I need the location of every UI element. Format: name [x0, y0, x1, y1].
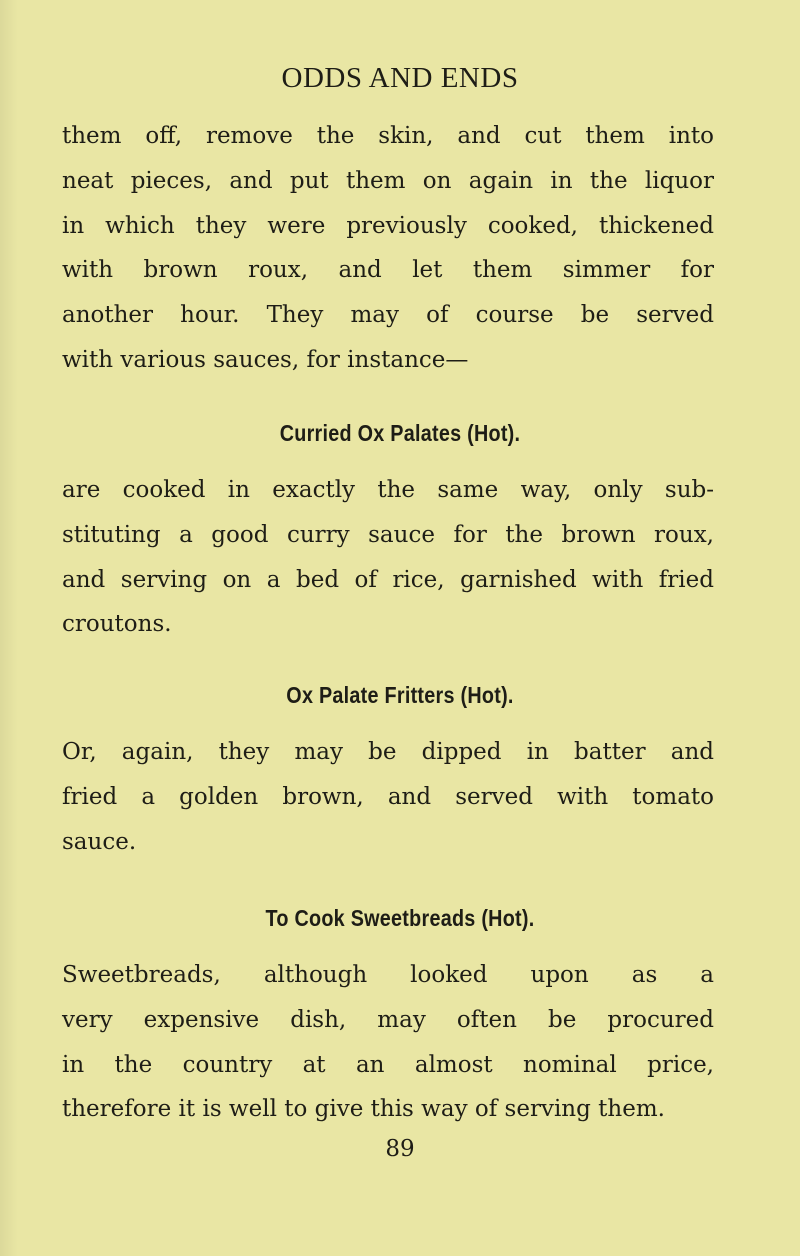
paragraph-ox-palates-continued — [62, 114, 714, 383]
text-line: Or, again, they may be dipped in batter and — [62, 739, 714, 765]
text-line: them off, remove the skin, and cut them into — [62, 123, 714, 149]
text-line: are cooked in exactly the same way, only sub- — [62, 477, 714, 503]
text-line: therefore it is well to give this way of serving them. — [62, 1096, 665, 1123]
text-line: neat pieces, and put them on again in the liquor — [62, 167, 714, 194]
text-line: in the country at an almost nominal price, — [62, 1051, 714, 1078]
paragraph-ox-palate-fritters — [62, 730, 714, 864]
paragraph-curried-ox-palates — [62, 468, 714, 647]
text-line: croutons. — [62, 611, 172, 638]
text-line: stituting a good curry sauce for the brown roux, — [62, 521, 714, 548]
heading-ox-palate-fritters: Ox Palate Fritters (Hot). — [286, 682, 514, 708]
running-head: ODDS AND ENDS — [281, 62, 519, 94]
text-line: with various sauces, for instance— — [62, 346, 469, 373]
heading-curried-ox-palates: Curried Ox Palates (Hot). — [279, 420, 521, 446]
heading-to-cook-sweetbreads: To Cook Sweetbreads (Hot). — [265, 905, 535, 931]
text-line: and serving on a bed of rice, garnished with fried — [62, 566, 714, 593]
text-line: with brown roux, and let them simmer for — [62, 257, 714, 284]
text-line: Sweetbreads, although looked upon as a — [62, 962, 714, 988]
page-number: 89 — [385, 1136, 415, 1162]
text-line: sauce. — [62, 828, 137, 855]
text-line: another hour. They may of course be served — [62, 302, 714, 329]
paragraph-sweetbreads — [62, 953, 714, 1132]
text-line: very expensive dish, may often be procured — [62, 1006, 714, 1033]
text-line: fried a golden brown, and served with tomato — [62, 783, 714, 810]
text-line: in which they were previously cooked, thickened — [62, 212, 714, 239]
